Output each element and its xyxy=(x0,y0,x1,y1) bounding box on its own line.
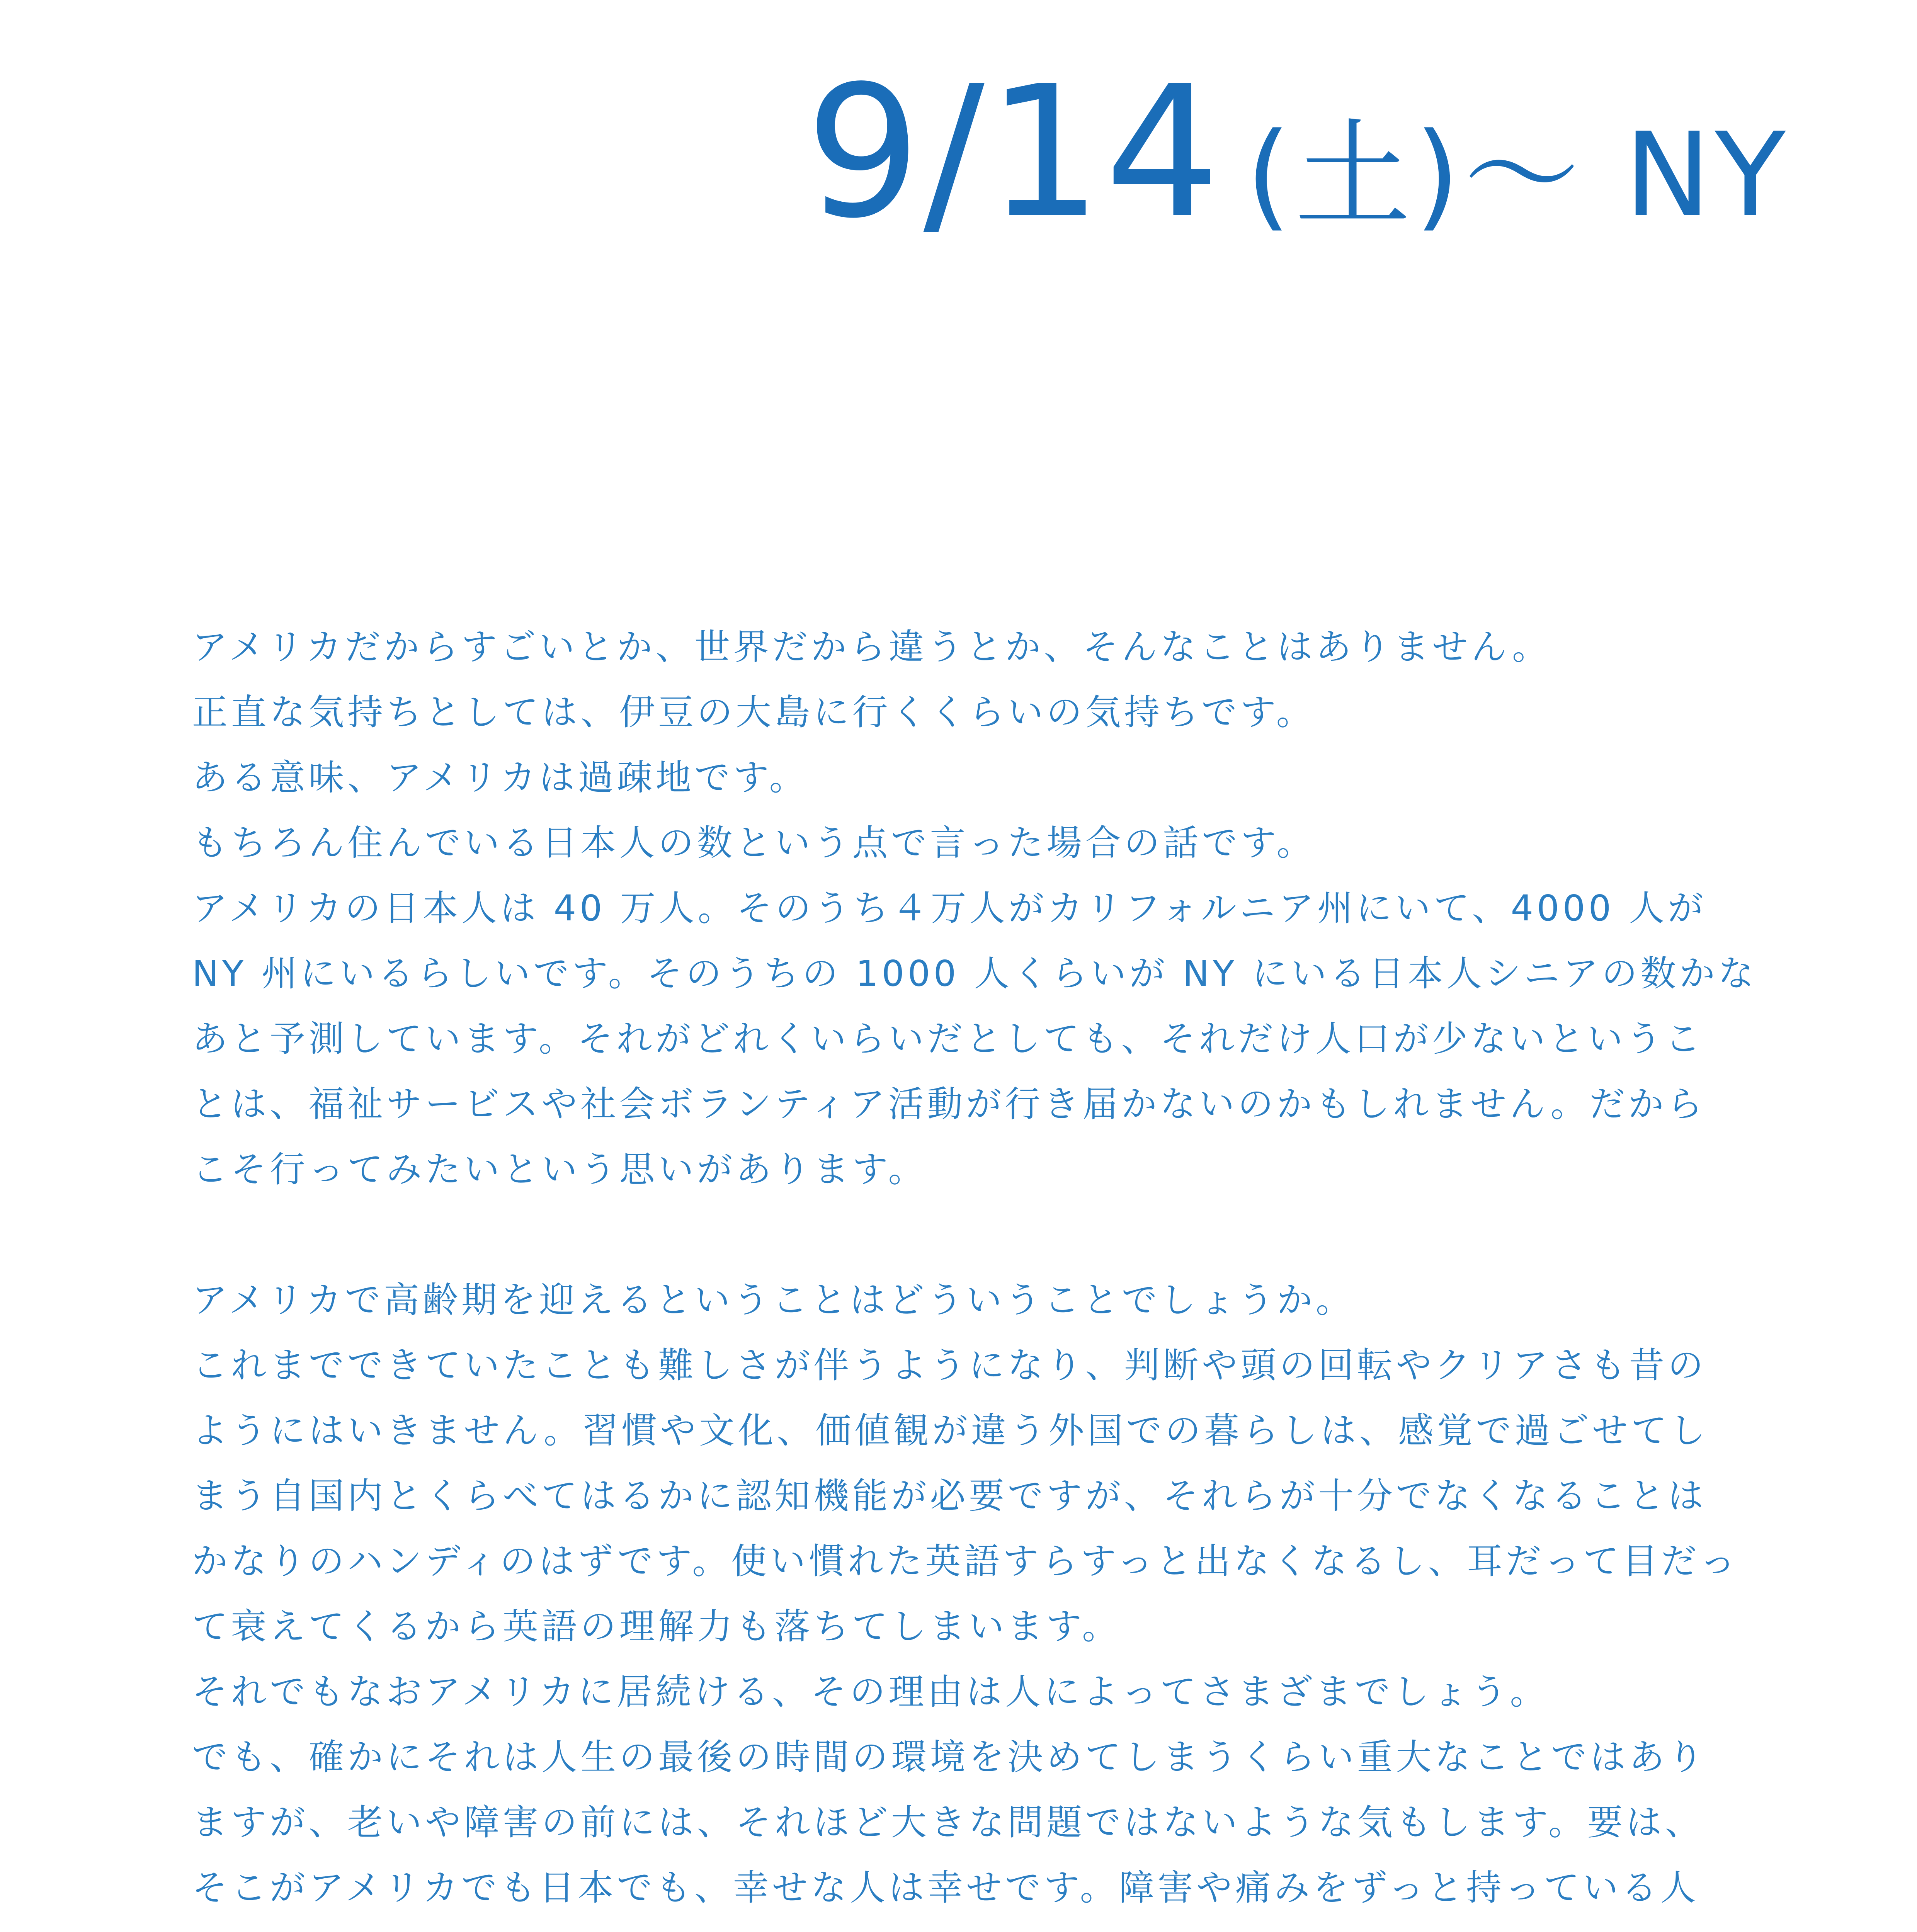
text-line: アメリカで高齢期を迎えるということはどういうことでしょうか。 xyxy=(192,1279,1355,1321)
text-line xyxy=(192,1920,1742,1932)
title-day-and-place: (土)～ NY xyxy=(1245,108,1789,243)
text-line: 正直な気持ちとしては、伊豆の大島に行くくらいの気持ちです。 xyxy=(192,692,1315,733)
text-line: アメリカだからすごいとか、世界だから違うとか、そんなことはありません。 xyxy=(192,626,1551,668)
text-line: とは、福祉サービスや社会ボランティア活動が行き届かないのかもしれません。だから xyxy=(192,1083,1706,1125)
text-line: かなりのハンディのはずです。使い慣れた英語すらすっと出なくなるし、耳だって目だっ xyxy=(192,1541,1739,1582)
paragraph xyxy=(192,1267,1742,1932)
text-line: アメリカの日本人は 40 万人。そのうち４万人がカリフォルニア州にいて、4000 人が xyxy=(192,888,1707,929)
text-line: もちろん住んでいる日本人の数という点で言った場合の話です。 xyxy=(192,822,1316,864)
text-line: そこがアメリカでも日本でも、幸せな人は幸せです。障害や痛みをずっと持っている人 xyxy=(192,1867,1699,1908)
text-line: それでもなおアメリカに居続ける、その理由は人によってさまざまでしょう。 xyxy=(192,1671,1549,1713)
text-line: ある意味、アメリカは過疎地です。 xyxy=(192,757,808,798)
text-line: こそ行ってみたいという思いがあります。 xyxy=(192,1149,927,1190)
body-text xyxy=(192,614,1757,1932)
text-line: これまでできていたことも難しさが伴うようになり、判断や頭の回転やクリアさも昔の xyxy=(192,1345,1707,1386)
paragraph xyxy=(192,614,1757,1202)
page-title xyxy=(805,47,1789,258)
text-line: ますが、老いや障害の前には、それほど大きな問題ではないような気もします。要は、 xyxy=(192,1802,1704,1843)
text-line: でも、確かにそれは人生の最後の時間の環境を決めてしまうくらい重大なことではあり xyxy=(192,1736,1707,1778)
paragraph-gap xyxy=(192,1202,1742,1267)
text-line: ようにはいきません。習慣や文化、価値観が違う外国での暮らしは、感覚で過ごせてし xyxy=(192,1410,1709,1451)
text-line: NY 州にいるらしいです。そのうちの 1000 人くらいが NY にいる日本人シニアの数かな xyxy=(192,953,1757,994)
text-line: まう自国内とくらべてはるかに認知機能が必要ですが、それらが十分でなくなることは xyxy=(192,1475,1707,1517)
text-line: て衰えてくるから英語の理解力も落ちてしまいます。 xyxy=(192,1606,1121,1647)
title-date: 9/14 xyxy=(805,47,1223,258)
text-line: あと予測しています。それがどれくいらいだとしても、それだけ人口が少ないというこ xyxy=(192,1018,1704,1060)
